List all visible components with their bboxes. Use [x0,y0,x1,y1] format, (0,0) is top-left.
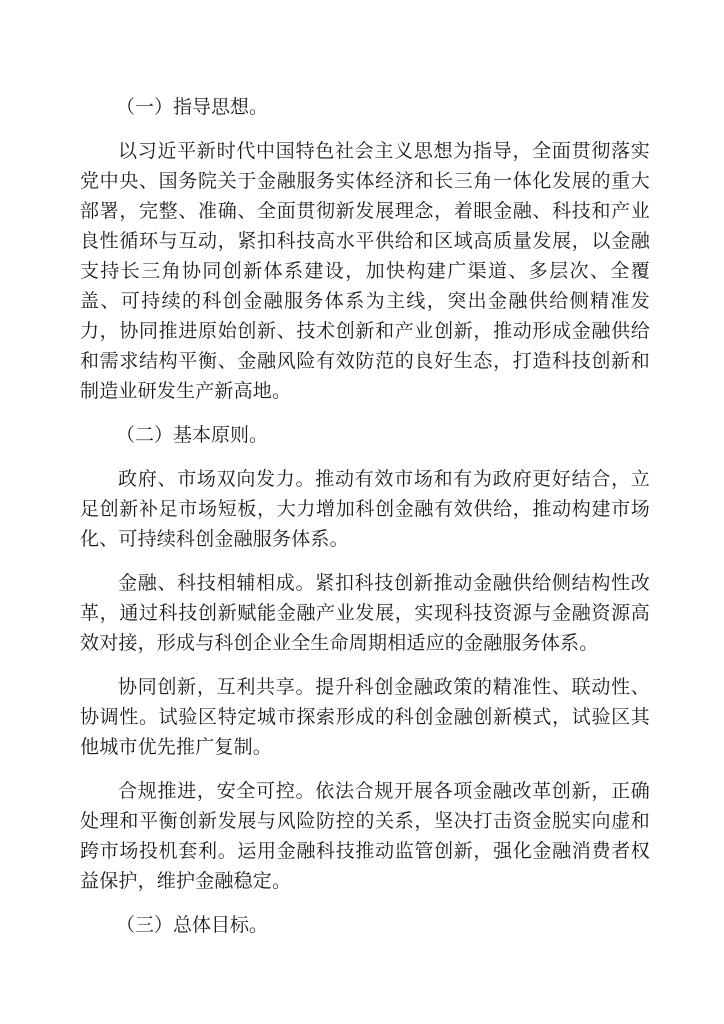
paragraph-principle-compliance-safety: 合规推进，安全可控。依法合规开展各项金融改革创新，正确处理和平衡创新发展与风险防控的关系，坚决打击资金脱实向虚和跨市场投机套利。运用金融科技推动监管创新，强化金融消费者权益保护，维护金融稳定。 [80,780,650,892]
section-heading-basic-principles: （二）基本原则。 [116,424,269,446]
paragraph-guiding-ideology: 以习近平新时代中国特色社会主义思想为指导，全面贯彻落实党中央、国务院关于金融服务实体经济和长三角一体化发展的重大部署，完整、准确、全面贯彻新发展理念，着眼金融、科技和产业良性循环与互动，紧扣科技高水平供给和区域高质量发展，以金融支持长三角协同创新体系建设，加快构建广渠道、多层次、全覆盖、可持续的科创金融服务体系为主线，突出金融供给侧精准发力，协同推进原始创新、技术创新和产业创新，推动形成金融供给和需求结构平衡、金融风险有效防范的良好生态，打造科技创新和制造业研发生产新高地。 [80,140,650,402]
paragraph-principle-collaborative-innovation: 协同创新，互利共享。提升科创金融政策的精准性、联动性、协调性。试验区特定城市探索形成的科创金融创新模式，试验区其他城市优先推广复制。 [80,676,650,758]
section-heading-guiding-ideology: （一）指导思想。 [116,96,269,118]
section-heading-overall-goals: （三）总体目标。 [116,914,269,936]
paragraph-principle-government-market: 政府、市场双向发力。推动有效市场和有为政府更好结合，立足创新补足市场短板，大力增加科创金融有效供给，推动构建市场化、可持续科创金融服务体系。 [80,468,650,550]
document-page [80,92,650,954]
paragraph-principle-finance-technology: 金融、科技相辅相成。紧扣科技创新推动金融供给侧结构性改革，通过科技创新赋能金融产业发展，实现科技资源与金融资源高效对接，形成与科创企业全生命周期相适应的金融服务体系。 [80,572,650,654]
